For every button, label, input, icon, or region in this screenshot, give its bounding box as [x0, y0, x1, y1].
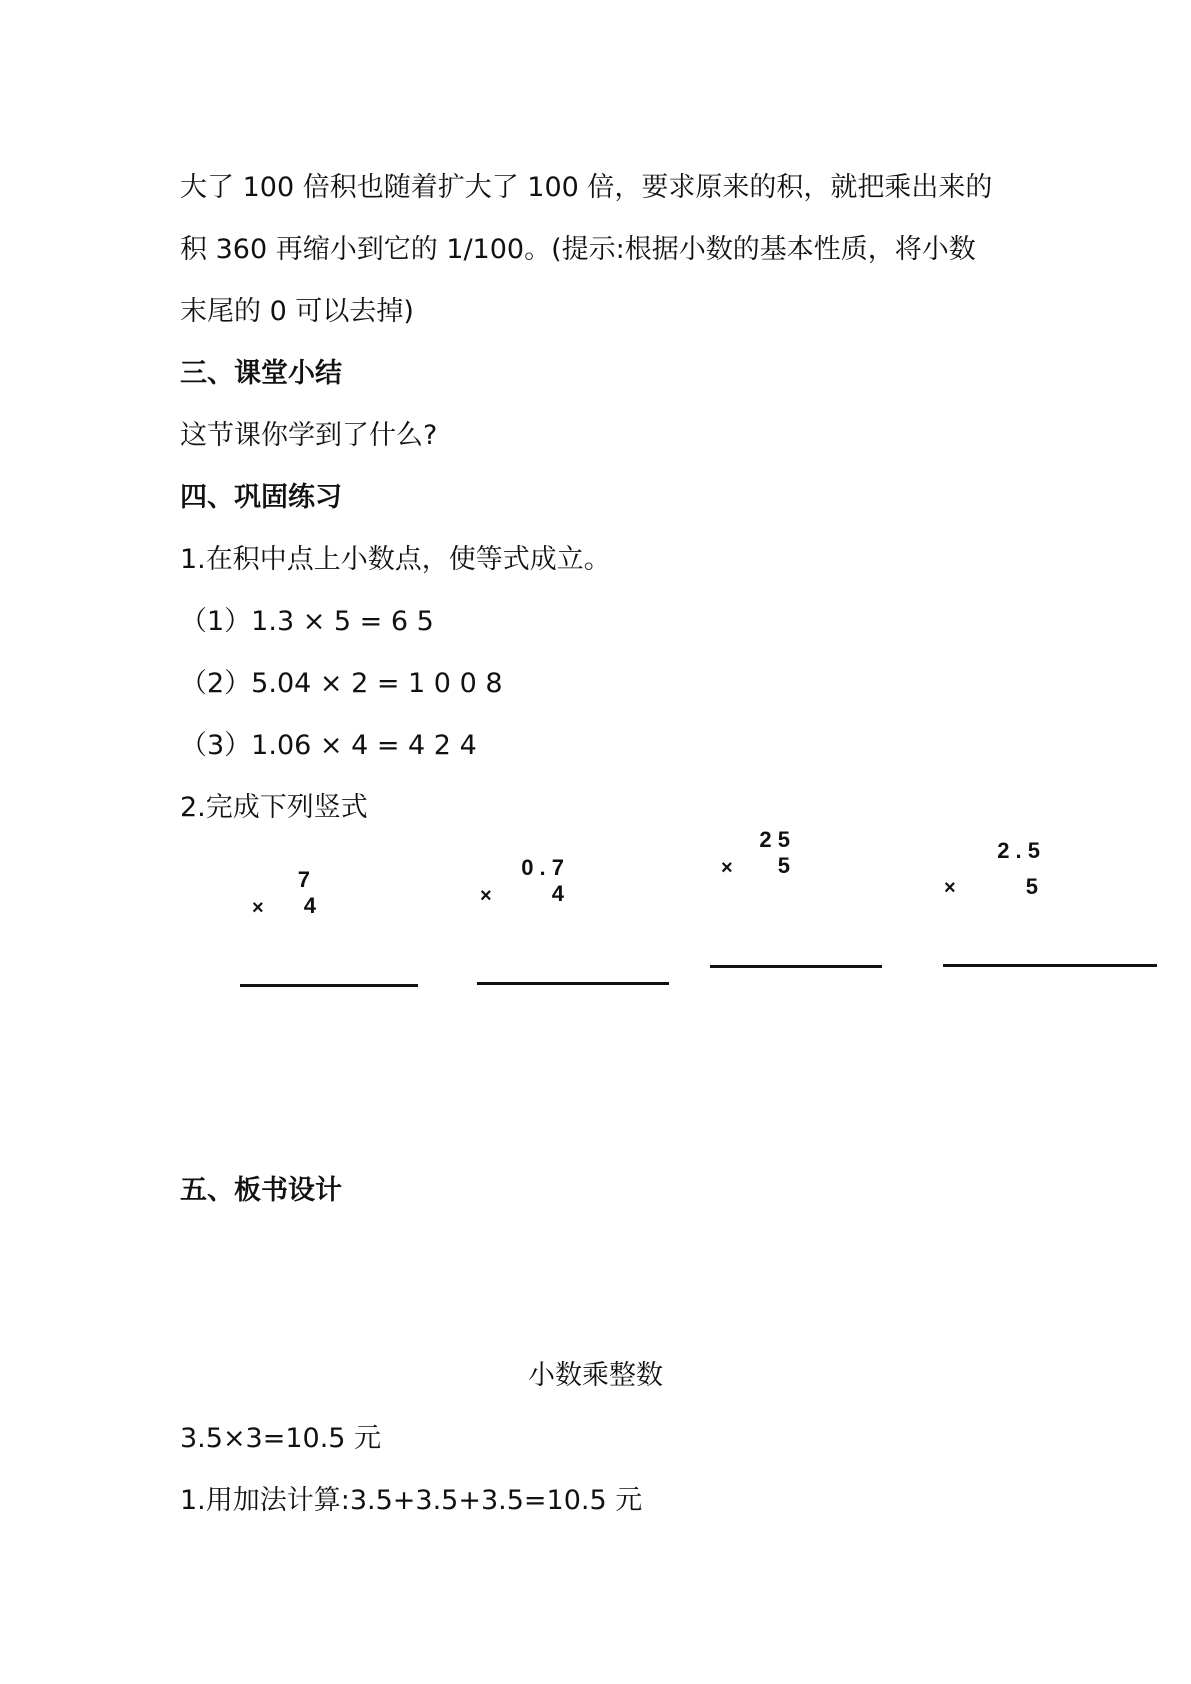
paragraph-line-2: 积 360 再缩小到它的 1/100。(提示:根据小数的基本性质，将小数 — [180, 234, 976, 265]
multiplier: 5 — [1025, 874, 1038, 899]
board-title: 小数乘整数 — [528, 1360, 663, 1391]
multiplicand: 2 5 — [759, 827, 790, 852]
exercise-1-item: （1）1.3 × 5 = 6 5 — [180, 606, 434, 637]
multiplicand: 2 . 5 — [997, 838, 1040, 863]
multiply-sign: × — [252, 897, 264, 919]
multiply-sign: × — [480, 885, 492, 907]
multiplicand: 0 . 7 — [521, 855, 564, 880]
paragraph-line-1: 大了 100 倍积也随着扩大了 100 倍，要求原来的积，就把乘出来的 — [180, 172, 993, 203]
section-5-heading: 五、板书设计 — [180, 1175, 342, 1206]
answer-line — [943, 964, 1157, 967]
section-3-question: 这节课你学到了什么? — [180, 420, 438, 451]
multiplier: 4 — [551, 881, 564, 906]
answer-line — [710, 965, 882, 968]
exercise-1-item: （2）5.04 × 2 = 1 0 0 8 — [180, 668, 503, 699]
answer-line — [240, 984, 418, 987]
exercise-2-prompt: 2.完成下列竖式 — [180, 792, 368, 823]
section-3-heading: 三、课堂小结 — [180, 358, 342, 389]
multiply-sign: × — [721, 857, 733, 879]
multiplier: 4 — [303, 893, 316, 918]
multiplier: 5 — [777, 853, 790, 878]
multiplicand: 7 — [297, 867, 310, 892]
section-4-heading: 四、巩固练习 — [180, 482, 342, 513]
board-equation-1: 3.5×3=10.5 元 — [180, 1423, 382, 1454]
multiply-sign: × — [944, 877, 956, 899]
paragraph-line-3: 末尾的 0 可以去掉) — [180, 296, 414, 327]
exercise-1-prompt: 1.在积中点上小数点，使等式成立。 — [180, 544, 611, 575]
board-equation-2: 1.用加法计算:3.5+3.5+3.5=10.5 元 — [180, 1485, 643, 1516]
exercise-1-item: （3）1.06 × 4 = 4 2 4 — [180, 730, 477, 761]
answer-line — [477, 982, 669, 985]
